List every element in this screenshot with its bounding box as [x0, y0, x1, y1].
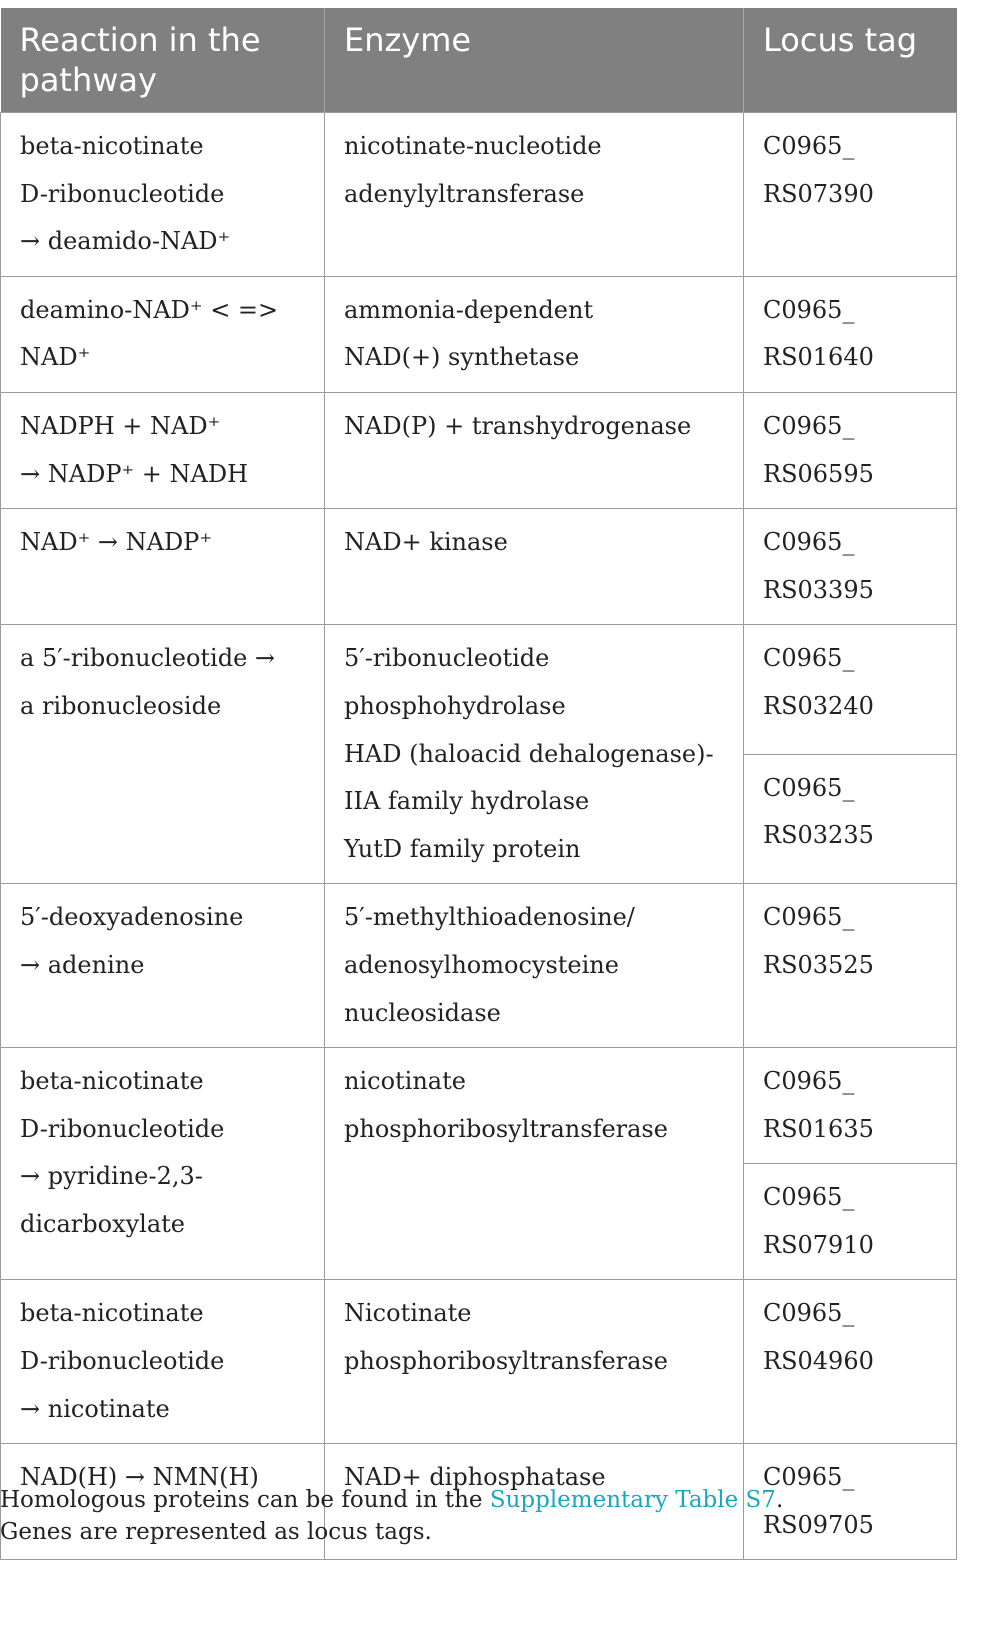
locus-tag-cell [744, 1164, 957, 1280]
reaction-cell [1, 392, 325, 508]
reaction-text: beta-nicotinate [20, 1299, 204, 1328]
enzyme-text: adenosylhomocysteine [344, 950, 619, 979]
enzyme-cell [325, 1280, 744, 1444]
enzyme-text: IIA family hydrolase [344, 787, 590, 816]
table-row [1, 1048, 957, 1164]
header-locus-tag: Locus tag [744, 8, 957, 113]
reaction-cell [1, 1048, 325, 1280]
table-row [1, 276, 957, 392]
locus-tag-text: C0965_ [763, 295, 855, 324]
enzyme-cell [325, 884, 744, 1048]
locus-tag-text: RS03235 [763, 821, 874, 850]
reaction-text: 5′-deoxyadenosine [20, 903, 244, 932]
locus-tag-text: C0965_ [763, 528, 855, 557]
table-row [1, 884, 957, 1048]
reaction-text: beta-nicotinate [20, 132, 204, 160]
reaction-cell [1, 625, 325, 884]
supplementary-table-link[interactable]: Supplementary Table S7 [489, 1487, 776, 1513]
enzyme-cell [325, 1048, 744, 1280]
locus-tag-cell [744, 392, 957, 508]
locus-tag-cell [744, 754, 957, 883]
reaction-cell [1, 276, 325, 392]
table-row [1, 1280, 957, 1444]
enzyme-text: phosphohydrolase [344, 691, 566, 720]
locus-tag-text: RS03240 [763, 691, 874, 720]
locus-tag-text: C0965_ [763, 1299, 855, 1328]
locus-tag-text: C0965_ [763, 1463, 855, 1492]
enzyme-text: 5′-methylthioadenosine/ [344, 903, 635, 932]
locus-tag-cell [744, 1048, 957, 1164]
reaction-text: → nicotinate [20, 1394, 170, 1423]
enzyme-cell [325, 509, 744, 625]
locus-tag-text: RS07910 [763, 1230, 874, 1259]
locus-tag-text: C0965_ [763, 773, 855, 802]
reaction-text: D-ribonucleotide [20, 179, 225, 208]
enzyme-text: adenylyltransferase [344, 179, 585, 208]
locus-tag-text: RS04960 [763, 1347, 874, 1376]
reaction-cell [1, 113, 325, 277]
footnote-prefix: Homologous proteins can be found in the [0, 1487, 490, 1513]
enzyme-text: 5′-ribonucleotide [344, 644, 550, 673]
reaction-text: NADPH + NAD⁺ [20, 411, 221, 440]
enzyme-text: nicotinate [344, 1067, 466, 1096]
locus-tag-text: C0965_ [763, 411, 855, 440]
locus-tag-text: RS03525 [763, 950, 874, 979]
table-body [1, 113, 957, 1560]
footnote-suffix: . [775, 1487, 784, 1513]
header-enzyme: Enzyme [325, 8, 744, 113]
reaction-text: → adenine [20, 950, 145, 979]
locus-tag-text: RS06595 [763, 459, 874, 488]
reaction-text: a 5′-ribonucleotide → [20, 644, 276, 673]
locus-tag-cell [744, 884, 957, 1048]
footnote-line-2: Genes are represented as locus tags. [0, 1519, 432, 1545]
locus-tag-text: C0965_ [763, 1067, 855, 1096]
table-row [1, 113, 957, 277]
locus-tag-text: C0965_ [763, 1183, 855, 1212]
locus-tag-text: C0965_ [763, 903, 855, 932]
enzyme-cell [325, 625, 744, 884]
reaction-cell [1, 1280, 325, 1444]
reaction-text: D-ribonucleotide [20, 1114, 225, 1143]
reaction-text: NAD(H) → NMN(H) [20, 1463, 259, 1492]
enzyme-text: YutD family protein [344, 834, 581, 863]
reaction-text: D-ribonucleotide [20, 1347, 225, 1376]
enzyme-text: NAD(P) + transhydrogenase [344, 411, 692, 440]
enzyme-table [0, 8, 957, 1560]
header-reaction: Reaction in the pathway [1, 8, 325, 113]
reaction-text: beta-nicotinate [20, 1067, 204, 1096]
locus-tag-cell [744, 276, 957, 392]
footnote-line-1 [0, 1484, 990, 1516]
locus-tag-text: RS09705 [763, 1510, 874, 1539]
reaction-text: NAD⁺ → NADP⁺ [20, 528, 212, 557]
reaction-text: → deamido-NAD⁺ [20, 227, 231, 256]
enzyme-text: NAD(+) synthetase [344, 343, 580, 372]
locus-tag-text: C0965_ [763, 644, 855, 673]
enzyme-cell [325, 276, 744, 392]
reaction-text: → pyridine-2,3- [20, 1162, 203, 1191]
table-footnote [0, 1484, 990, 1548]
reaction-text: NAD⁺ [20, 343, 91, 372]
enzyme-text: nicotinate-nucleotide [344, 132, 602, 160]
enzyme-text: Nicotinate [344, 1299, 472, 1328]
enzyme-text: phosphoribosyltransferase [344, 1114, 668, 1143]
table-header-row [1, 8, 957, 113]
reaction-cell [1, 884, 325, 1048]
locus-tag-cell [744, 113, 957, 277]
enzyme-text: ammonia-dependent [344, 295, 594, 324]
enzyme-text: NAD+ kinase [344, 528, 508, 557]
locus-tag-cell [744, 509, 957, 625]
locus-tag-text: C0965_ [763, 132, 855, 160]
enzyme-text: HAD (haloacid dehalogenase)- [344, 739, 714, 768]
reaction-text: deamino-NAD⁺ < => [20, 295, 279, 324]
reaction-text: a ribonucleoside [20, 691, 222, 720]
table-row [1, 509, 957, 625]
locus-tag-text: RS03395 [763, 575, 874, 604]
enzyme-text: phosphoribosyltransferase [344, 1347, 668, 1376]
locus-tag-cell [744, 1280, 957, 1444]
locus-tag-cell [744, 625, 957, 754]
locus-tag-text: RS07390 [763, 179, 874, 208]
locus-tag-text: RS01635 [763, 1114, 874, 1143]
locus-tag-text: RS01640 [763, 343, 874, 372]
reaction-text: dicarboxylate [20, 1209, 185, 1238]
reaction-cell [1, 509, 325, 625]
table-container [0, 8, 956, 1560]
enzyme-text: NAD+ diphosphatase [344, 1463, 606, 1492]
table-row [1, 625, 957, 754]
enzyme-text: nucleosidase [344, 998, 501, 1027]
table-row [1, 392, 957, 508]
reaction-text: → NADP⁺ + NADH [20, 459, 248, 488]
enzyme-cell [325, 392, 744, 508]
enzyme-cell [325, 113, 744, 277]
